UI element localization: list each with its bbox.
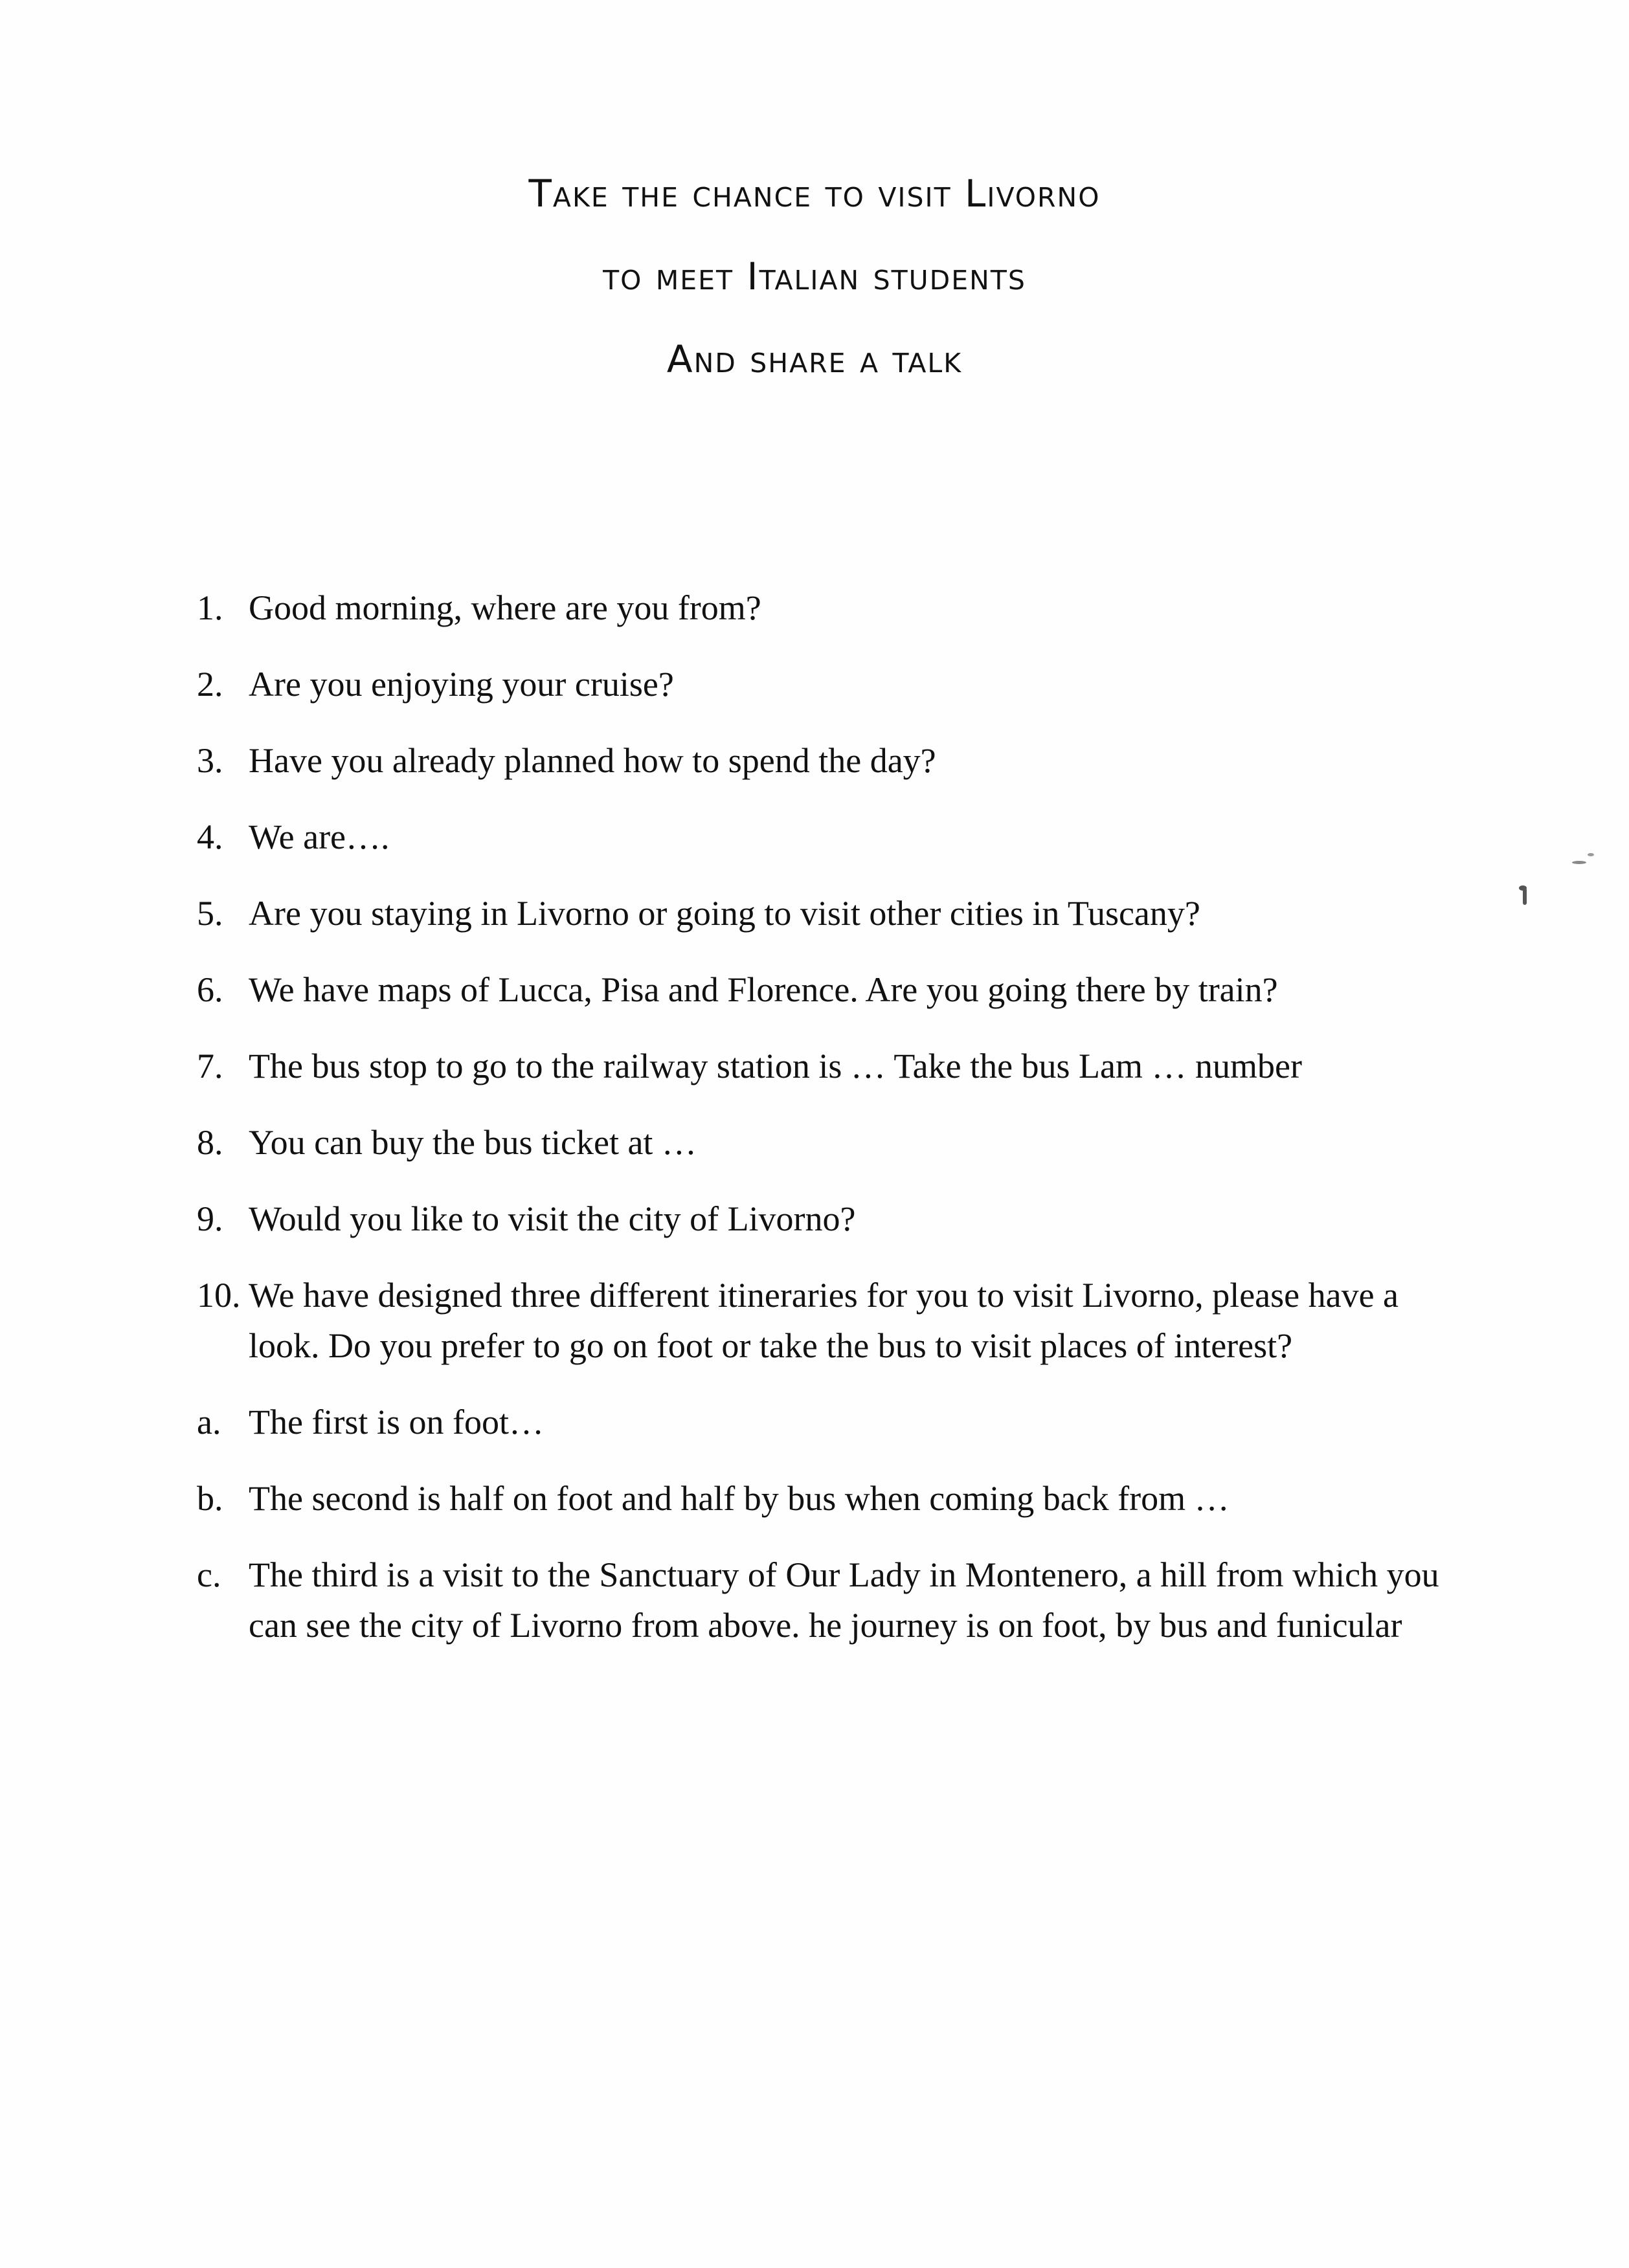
list-item — [197, 735, 1466, 786]
list-item-marker: b. — [197, 1479, 223, 1518]
question-list — [197, 583, 1466, 1676]
list-item-marker: 6. — [197, 970, 223, 1009]
list-item — [197, 1473, 1466, 1524]
list-item-text: The second is half on foot and half by bus when coming back from … — [249, 1479, 1230, 1518]
list-item-marker: 4. — [197, 817, 223, 856]
list-item-marker: 3. — [197, 741, 223, 780]
heading-line-3: And share a talk — [666, 337, 963, 381]
list-item — [197, 1117, 1466, 1168]
list-item — [197, 1270, 1466, 1371]
list-item-text: Good morning, where are you from? — [249, 588, 761, 627]
list-item-text: You can buy the bus ticket at … — [249, 1123, 697, 1162]
list-item-marker: 2. — [197, 665, 223, 704]
list-item-marker: a. — [197, 1403, 221, 1441]
list-item-text: Are you enjoying your cruise? — [249, 665, 674, 704]
list-item — [197, 1550, 1466, 1651]
list-item — [197, 583, 1466, 633]
list-item-text: Are you staying in Livorno or going to visit other cities in Tuscany? — [249, 894, 1200, 933]
list-item-text: The bus stop to go to the railway station is … Take the bus Lam … number — [249, 1047, 1302, 1085]
heading-line-1: Take the chance to visit Livorno — [528, 172, 1101, 216]
list-item-marker: 7. — [197, 1047, 223, 1085]
list-item — [197, 1397, 1466, 1447]
scan-speck — [1519, 885, 1527, 891]
list-item-text: The third is a visit to the Sanctuary of Our Lady in Montenero, a hill from which you can see the city of Livorno from above. he journey is on foot, by bus and funicular — [249, 1555, 1439, 1645]
list-item-marker: 1. — [197, 588, 223, 627]
list-item-marker: 5. — [197, 894, 223, 933]
list-item — [197, 1041, 1466, 1091]
scan-speck — [1588, 853, 1594, 856]
list-item-text: We have designed three different itineraries for you to visit Livorno, please have a look. Do you prefer to go on foot or take the bus to visit places of interest? — [249, 1276, 1399, 1365]
list-item-text: Would you like to visit the city of Livorno? — [249, 1199, 856, 1238]
list-item — [197, 812, 1466, 862]
list-item-text: We have maps of Lucca, Pisa and Florence. Are you going there by train? — [249, 970, 1278, 1009]
list-item-marker: 10. — [197, 1276, 241, 1315]
list-item-marker: 9. — [197, 1199, 223, 1238]
list-item-marker: 8. — [197, 1123, 223, 1162]
list-item — [197, 1194, 1466, 1244]
list-item-marker: c. — [197, 1555, 221, 1594]
list-item-text: Have you already planned how to spend the day? — [249, 741, 936, 780]
scan-speck — [1572, 861, 1586, 864]
heading-line-2: to meet Italian students — [603, 254, 1026, 298]
list-item — [197, 659, 1466, 709]
list-item — [197, 964, 1466, 1015]
list-item-text: We are…. — [249, 817, 390, 856]
list-item-text: The first is on foot… — [249, 1403, 544, 1441]
list-item — [197, 888, 1466, 939]
document-heading — [0, 172, 1629, 423]
